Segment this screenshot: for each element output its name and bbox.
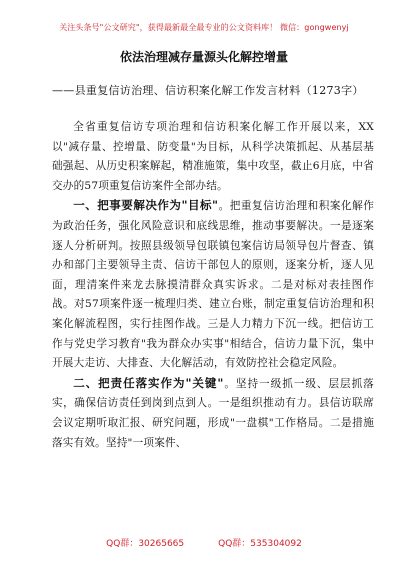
document-body — [52, 118, 374, 453]
section-2-heading: 二、把责任落实作为"关键" — [73, 375, 224, 390]
paragraph-section-1 — [52, 196, 374, 373]
footer — [0, 536, 408, 549]
paragraph-intro: 全省重复信访专项治理和信访积案化解工作开展以来，XX以"减存量、控增量、防变量"为目标，从科学决策抓起、从基层基础强起、从历史积案解起，精准施策，集中攻坚，截止6月底，中省交办的57项重复信访案件全部办结。 — [52, 121, 374, 192]
document-subtitle: ——县重复信访治理、信访积案化解工作发言材料（1273字） — [52, 84, 364, 97]
section-2-text: 。坚持一级抓一级、层层抓落实，确保信访责任到岗到点到人。一是组织推动有力。县信访联席会议定期听取汇报、研究问题，形成"一盘棋"工作格局。二是措施落实有效。坚持"一项案件、 — [52, 377, 374, 449]
paragraph-section-2 — [52, 374, 374, 453]
qq-group-2: QQ群：535304092 — [218, 539, 302, 549]
qq-group-1: QQ群：30265665 — [106, 539, 185, 549]
section-1-heading: 一、把事要解决作为"目标" — [73, 198, 219, 213]
document-title: 依法治理减存量源头化解控增量 — [119, 50, 288, 64]
section-1-text: 。把重复信访治理和积案化解作为政治任务，强化风险意识和底线思维，推动事要解决。一是逐案逐人分析研判。按照县级领导包联镇包案信访局领导包片督查、镇办和部门主要领导主责、信访干部包人的原则，逐案分析，逐人见面，理清案件来龙去脉摸清群众真实诉求。二是对标对表挂图作战。对57项案件逐一梳理归类、建立台账，制定重复信访治理和积案化解流程图，实行挂图作战。三是人力精力下沉一线。把信访工作与党史学习教育"我为群众办实事"相结合，信访力量下沉，集中开展大走访、大排查、大化解活动，有效防控社会稳定风险。 — [52, 200, 374, 370]
promo-banner: 关注头条号"公文研究"，获得最新最全最专业的公文资料库！ 微信：gongwenyj — [59, 23, 349, 32]
